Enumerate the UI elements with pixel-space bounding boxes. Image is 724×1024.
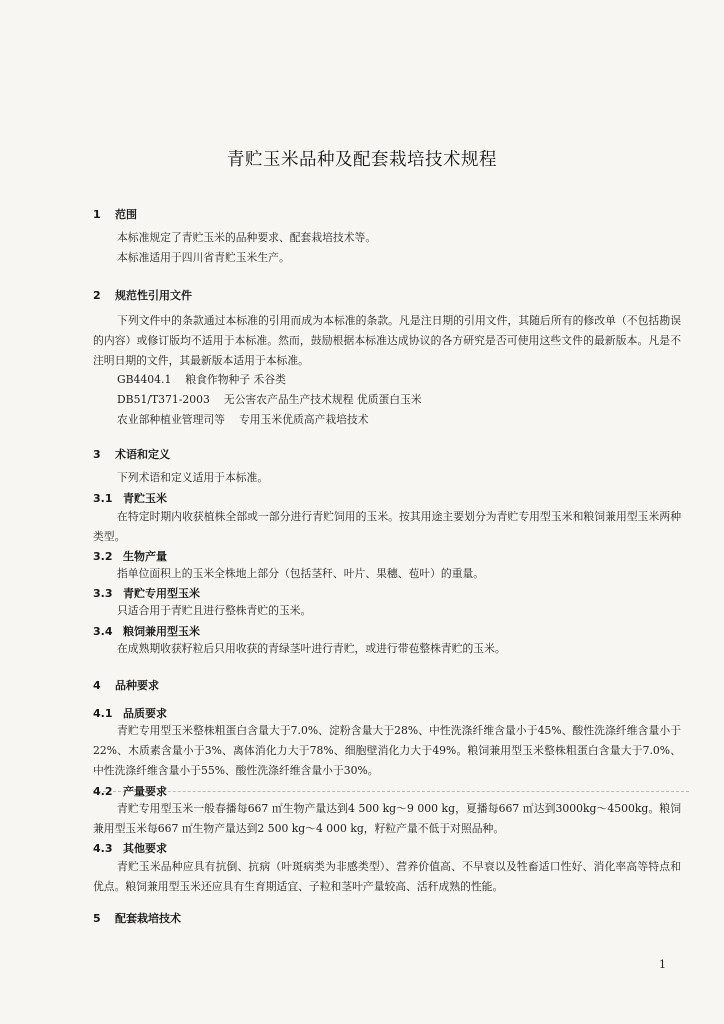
definition-text: 在成熟期收获籽粒后只用收获的青绿茎叶进行青贮，或进行带苞整株青贮的玉米。	[117, 642, 506, 655]
reference-title: 无公害农产品生产技术规程 优质蛋白玉米	[223, 393, 422, 406]
normative-references-paragraph: 下列文件中的条款通过本标准的引用而成为本标准的条款。凡是注日期的引用文件，其随后所有的修改单（不包括勘误的内容）或修订版均不适用于本标准。然而，鼓励根据本标准达成协议的各方研究是否可使用这些文件的最新版本。凡是不注明日期的文件，其最新版本适用于本标准。	[93, 314, 681, 367]
reference-item	[117, 410, 369, 430]
subsection-heading	[93, 783, 167, 799]
subsection-heading	[93, 840, 167, 856]
reference-title: 粮食作物种子 禾谷类	[185, 373, 286, 386]
section-title: 范围	[115, 208, 137, 221]
section-5-heading	[93, 910, 181, 926]
section-title: 配套栽培技术	[115, 912, 181, 925]
quality-requirements-text: 青贮专用型玉米整株粗蛋白含量大于7.0%、淀粉含量大于28%、中性洗涤纤维含量小于45%、酸性洗涤纤维含量小于22%、木质素含量小于3%、离体消化力大于78%、细胞壁消化力大于49%。粮饲兼用型玉米整株粗蛋白含量大于7.0%、中性洗涤纤维含量小于55%、酸性洗涤纤维含量小于30%。	[93, 724, 681, 777]
section-3-heading	[93, 446, 170, 462]
reference-code: GB4404.1	[117, 373, 172, 386]
reference-item	[117, 370, 286, 390]
definition-text: 指单位面积上的玉米全株地上部分（包括茎秆、叶片、果穗、苞叶）的重量。	[117, 567, 485, 580]
subsection-number: 4.1	[93, 707, 113, 720]
other-requirements-text: 青贮玉米品种应具有抗倒、抗病（叶斑病类为非感类型）、营养价值高、不早衰以及牲畜适口性好、消化率高等特点和优点。粮饲兼用型玉米还应具有生育期适宜、子粒和茎叶产量较高、活秆成熟的性能。	[93, 860, 681, 893]
section-title: 术语和定义	[115, 448, 170, 461]
subsection-title: 生物产量	[123, 550, 167, 563]
subsection-heading	[93, 585, 200, 601]
yield-requirements-text: 青贮专用型玉米一般春播每667 ㎡生物产量达到4 500 kg～9 000 kg，夏播每667 ㎡达到3000kg～4500kg。粮饲兼用型玉米每667 ㎡生物产量达到2 500 kg～4 000 kg，籽粒产量不低于对照品种。	[93, 802, 681, 835]
section-title: 规范性引用文件	[115, 289, 192, 302]
subsection-title: 粮饲兼用型玉米	[123, 625, 200, 638]
subsection-number: 3.2	[93, 550, 113, 563]
reference-item	[117, 390, 422, 410]
section-number: 3	[93, 448, 101, 461]
section-1-heading	[93, 206, 137, 222]
subsection-title: 产量要求	[123, 785, 167, 798]
section-2-heading	[93, 287, 192, 303]
reference-code: 农业部种植业管理司等	[117, 413, 225, 426]
subsection-title: 品质要求	[123, 707, 167, 720]
subsection-heading	[93, 548, 167, 564]
terms-intro: 下列术语和定义适用于本标准。	[117, 471, 269, 484]
subsection-heading	[93, 490, 167, 506]
section-title: 品种要求	[115, 679, 159, 692]
document-title: 青贮玉米品种及配套栽培技术规程	[227, 150, 497, 170]
section-number: 2	[93, 289, 101, 302]
definition-text: 只适合用于青贮且进行整株青贮的玉米。	[117, 604, 312, 617]
section-number: 1	[93, 208, 101, 221]
scope-line-1: 本标准规定了青贮玉米的品种要求、配套栽培技术等。	[117, 231, 377, 244]
subsection-number: 3.4	[93, 625, 113, 638]
reference-code: DB51/T371-2003	[117, 393, 210, 406]
subsection-number: 4.2	[93, 785, 113, 798]
scope-line-2: 本标准适用于四川省青贮玉米生产。	[117, 251, 290, 264]
subsection-title: 青贮专用型玉米	[123, 587, 200, 600]
subsection-heading	[93, 705, 167, 721]
subsection-title: 其他要求	[123, 842, 167, 855]
scan-artifact-rule	[93, 791, 689, 792]
subsection-number: 3.1	[93, 492, 113, 505]
definition-text: 在特定时期内收获植株全部或一部分进行青贮饲用的玉米。按其用途主要划分为青贮专用型玉米和粮饲兼用型玉米两种类型。	[93, 510, 681, 543]
section-number: 5	[93, 912, 101, 925]
section-4-heading	[93, 677, 159, 693]
subsection-number: 4.3	[93, 842, 113, 855]
subsection-title: 青贮玉米	[123, 492, 167, 505]
subsection-number: 3.3	[93, 587, 113, 600]
subsection-heading	[93, 623, 200, 639]
reference-title: 专用玉米优质高产栽培技术	[238, 413, 369, 426]
page-number: 1	[659, 958, 666, 971]
section-number: 4	[93, 679, 101, 692]
